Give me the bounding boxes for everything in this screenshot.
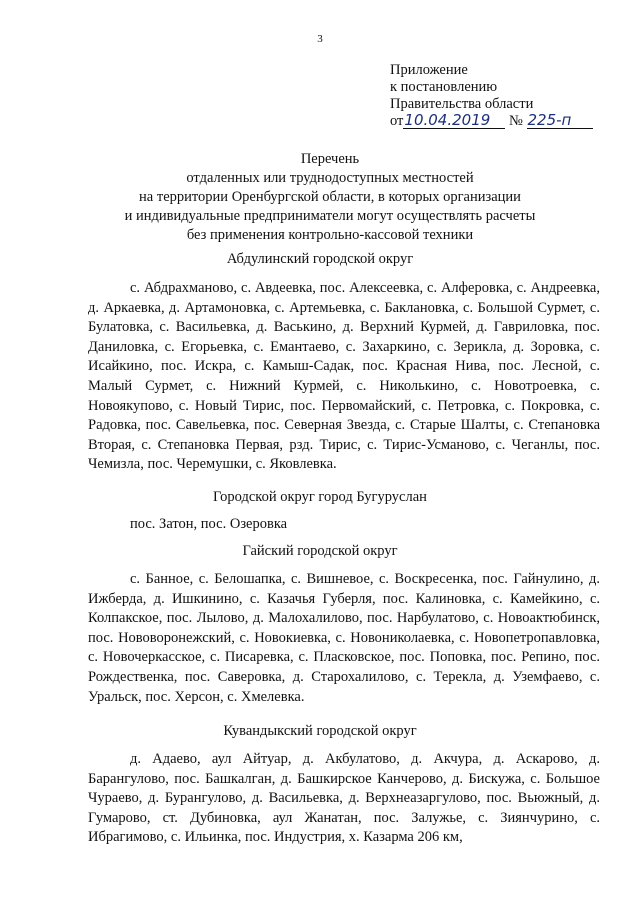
appendix-line-3: Правительства области	[390, 96, 534, 112]
page-number: 3	[317, 33, 323, 45]
title-line-1: Перечень	[300, 151, 360, 167]
handwritten-number: 225-п	[527, 113, 593, 129]
title-line-2: отдаленных или труднодоступных местностей	[186, 170, 474, 186]
section-text-buguruslan: пос. Затон, пос. Озеровка	[130, 516, 288, 532]
section-text-kuvandyksky: д. Адаево, аул Айтуар, д. Акбулатово, д. Акчура, д. Аскарово, д. Барангулово, пос. Башкалган, д. Башкирское Канчерово, д. Бискужа, с. Большое Чураево, д. Бурангулово, д. Васильевка, д. Верхнеазаргулово, пос. Вьюжный, д. Гумарово, ст. Дубиновка, аул Жанатан, пос. Залужье, с. Зиянчурино, с. Ибрагимово, с. Ильинка, пос. Индустрия, х. Казарма 206 км,	[88, 751, 600, 846]
title-line-5: без применения контрольно-кассовой техники	[186, 227, 474, 243]
number-prefix: №	[509, 113, 523, 129]
section-heading-abdulinsky: Абдулинский городской округ	[226, 251, 414, 267]
document-title	[60, 150, 600, 245]
section-text-gaysky: с. Банное, с. Белошапка, с. Вишневое, с. Воскресенка, пос. Гайнулино, д. Ижберда, д. Ишкинино, с. Казачья Губерля, пос. Калиновка, с. Камейкино, с. Колпакское, пос. Лылово, д. Малохалилово, пос. Нарбулатово, с. Новоактюбинск, пос. Нововоронежский, с. Новокиевка, с. Новониколаевка, с. Новопетропавловка, с. Новочеркасское, с. Писаревка, с. Пласковское, пос. Поповка, пос. Репино, пос. Рождественка, пос. Саверовка, д. Старохалилово, с. Терекла, д. Уземфаево, с. Уральск, пос. Херсон, с. Хмелевка.	[88, 571, 600, 705]
section-heading-kuvandyksky: Кувандыкский городской округ	[223, 723, 417, 739]
section-text-abdulinsky: с. Абдрахманово, с. Авдеевка, пос. Алексеевка, с. Алферовка, с. Андреевка, д. Аркаевка, д. Артамоновка, с. Артемьевка, с. Баклановка, с. Большой Сурмет, с. Булатовка, с. Васильевка, д. Васькино, д. Верхний Курмей, д. Гавриловка, пос. Даниловка, с. Егорьевка, с. Емантаево, с. Захаркино, с. Зерикла, д. Зоровка, с. Исайкино, пос. Искра, с. Камыш-Садак, пос. Красная Нива, пос. Лесной, с. Малый Сурмет, с. Нижний Курмей, с. Николькино, с. Новотроевка, с. Новоякупово, с. Новый Тирис, пос. Первомайский, с. Петровка, с. Покровка, с. Радовка, пос. Савельевка, пос. Северная Звезда, с. Старые Шалты, с. Степановка Вторая, с. Степановка Первая, рзд. Тирис, с. Тирис-Усманово, с. Чеганлы, пос. Чемизла, пос. Черемушки, с. Яковлевка.	[88, 280, 600, 473]
handwritten-date: 10.04.2019	[403, 113, 505, 129]
date-prefix: от	[390, 113, 404, 129]
appendix-date-line	[390, 113, 593, 130]
title-line-4: и индивидуальные предприниматели могут осуществлять расчеты	[124, 208, 536, 224]
appendix-line-1: Приложение	[390, 62, 468, 78]
appendix-block	[390, 62, 593, 130]
section-heading-buguruslan: Городской округ город Бугуруслан	[213, 489, 427, 505]
title-line-3: на территории Оренбургской области, в которых организации	[139, 189, 521, 205]
section-heading-gaysky: Гайский городской округ	[242, 543, 398, 559]
appendix-line-2: к постановлению	[390, 79, 498, 95]
